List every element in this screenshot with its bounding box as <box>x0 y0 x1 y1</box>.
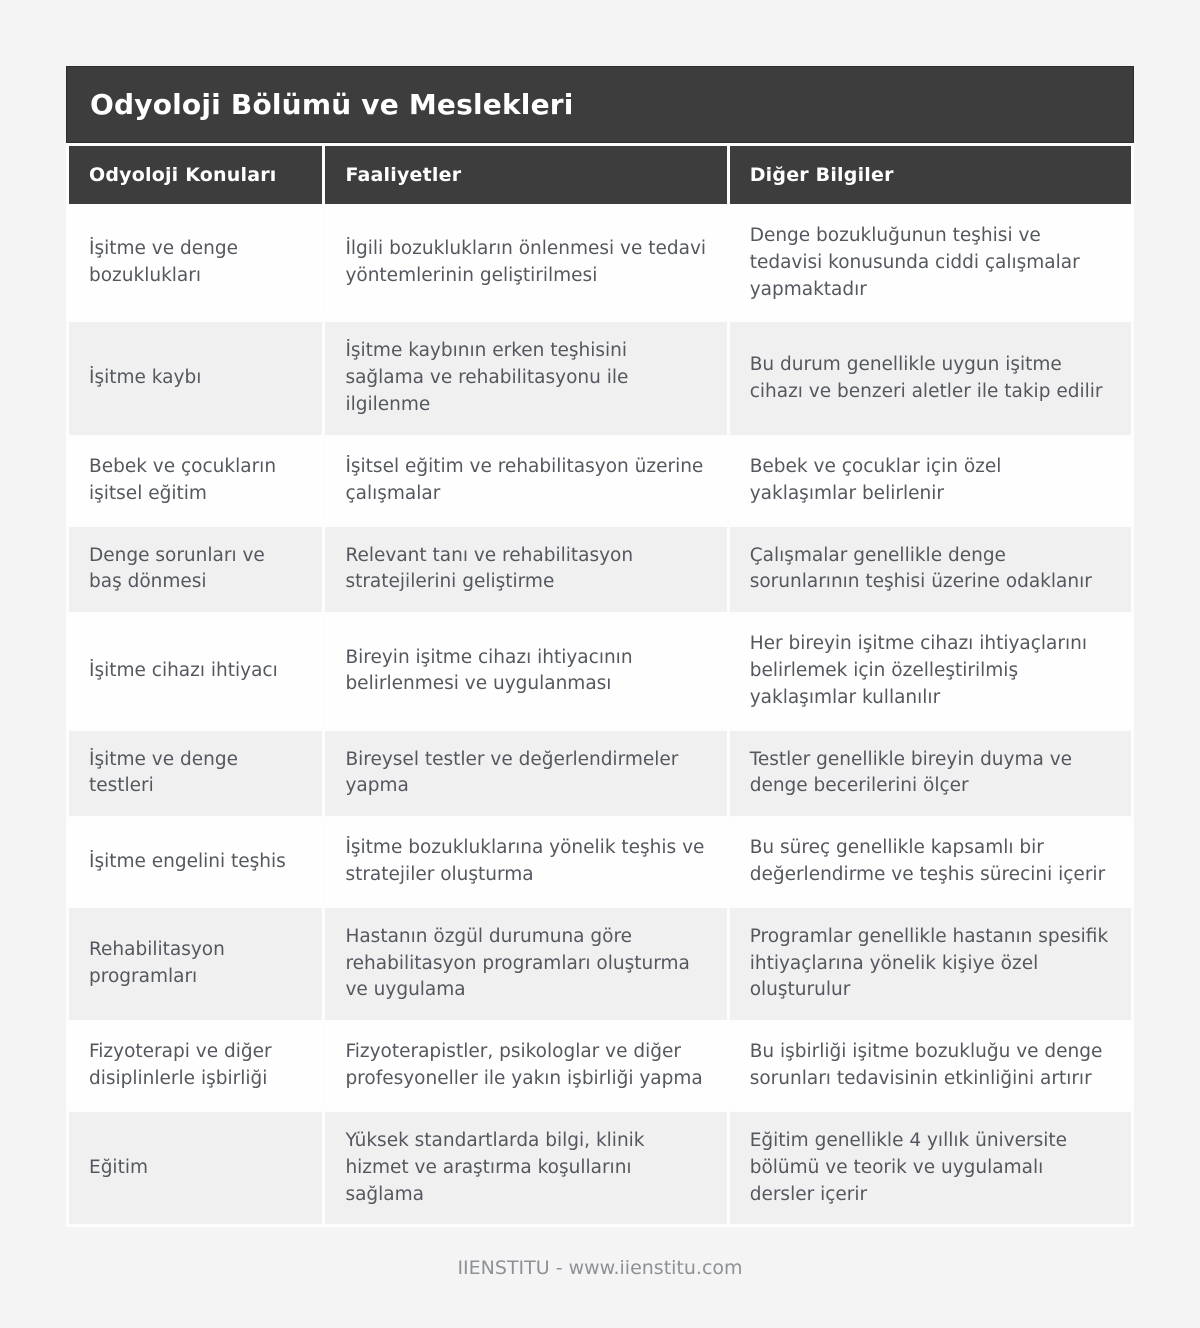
cell-other-info: Bu durum genellikle uygun işitme cihazı ve benzeri aletler ile takip edilir <box>730 322 1131 434</box>
audiology-table <box>66 143 1134 1227</box>
cell-other-info: Bu işbirliği işitme bozukluğu ve denge sorunları tedavisinin etkinliğini artırır <box>730 1023 1131 1109</box>
table-row <box>69 731 1131 817</box>
cell-activity: Yüksek standartlarda bilgi, klinik hizmet ve araştırma koşullarını sağlama <box>325 1112 726 1224</box>
column-header-topics: Odyoloji Konuları <box>69 146 322 204</box>
cell-topic: İşitme ve denge testleri <box>69 731 322 817</box>
table-row <box>69 1023 1131 1109</box>
cell-activity: İşitme bozukluklarına yönelik teşhis ve stratejiler oluşturma <box>325 819 726 905</box>
cell-activity: Hastanın özgül durumuna göre rehabilitasyon programları oluşturma ve uygulama <box>325 908 726 1020</box>
cell-activity: Relevant tanı ve rehabilitasyon stratejilerini geliştirme <box>325 527 726 613</box>
cell-topic: Fizyoterapi ve diğer disiplinlerle işbirliği <box>69 1023 322 1109</box>
cell-topic: Eğitim <box>69 1112 322 1224</box>
cell-other-info: Bebek ve çocuklar için özel yaklaşımlar belirlenir <box>730 438 1131 524</box>
column-header-other-info: Diğer Bilgiler <box>730 146 1131 204</box>
page-title: Odyoloji Bölümü ve Meslekleri <box>66 66 1134 143</box>
cell-other-info: Testler genellikle bireyin duyma ve denge becerilerini ölçer <box>730 731 1131 817</box>
footer-branding: IIENSTITU - www.iienstitu.com <box>457 1257 743 1280</box>
cell-topic: Bebek ve çocukların işitsel eğitim <box>69 438 322 524</box>
cell-topic: Denge sorunları ve baş dönmesi <box>69 527 322 613</box>
cell-other-info: Denge bozukluğunun teşhisi ve tedavisi konusunda ciddi çalışmalar yapmaktadır <box>730 207 1131 319</box>
cell-activity: İşitme kaybının erken teşhisini sağlama ve rehabilitasyonu ile ilgilenme <box>325 322 726 434</box>
cell-topic: İşitme ve denge bozuklukları <box>69 207 322 319</box>
table-row <box>69 207 1131 319</box>
cell-other-info: Programlar genellikle hastanın spesifik ihtiyaçlarına yönelik kişiye özel oluşturulur <box>730 908 1131 1020</box>
table-body <box>69 207 1131 1224</box>
cell-topic: Rehabilitasyon programları <box>69 908 322 1020</box>
cell-other-info: Her bireyin işitme cihazı ihtiyaçlarını belirlemek için özelleştirilmiş yaklaşımlar kullanılır <box>730 615 1131 727</box>
cell-activity: İşitsel eğitim ve rehabilitasyon üzerine çalışmalar <box>325 438 726 524</box>
cell-topic: İşitme cihazı ihtiyacı <box>69 615 322 727</box>
cell-other-info: Çalışmalar genellikle denge sorunlarının teşhisi üzerine odaklanır <box>730 527 1131 613</box>
cell-activity: Bireyin işitme cihazı ihtiyacının belirlenmesi ve uygulanması <box>325 615 726 727</box>
table-row <box>69 819 1131 905</box>
cell-topic: İşitme engelini teşhis <box>69 819 322 905</box>
audiology-card <box>66 66 1134 1227</box>
table-row <box>69 438 1131 524</box>
cell-topic: İşitme kaybı <box>69 322 322 434</box>
table-row <box>69 322 1131 434</box>
cell-activity: İlgili bozuklukların önlenmesi ve tedavi yöntemlerinin geliştirilmesi <box>325 207 726 319</box>
table-row <box>69 615 1131 727</box>
table-row <box>69 1112 1131 1224</box>
cell-other-info: Bu süreç genellikle kapsamlı bir değerlendirme ve teşhis sürecini içerir <box>730 819 1131 905</box>
table-row <box>69 527 1131 613</box>
table-header-row <box>69 146 1131 204</box>
cell-activity: Fizyoterapistler, psikologlar ve diğer profesyoneller ile yakın işbirliği yapma <box>325 1023 726 1109</box>
column-header-activities: Faaliyetler <box>325 146 726 204</box>
cell-other-info: Eğitim genellikle 4 yıllık üniversite bölümü ve teorik ve uygulamalı dersler içerir <box>730 1112 1131 1224</box>
table-row <box>69 908 1131 1020</box>
cell-activity: Bireysel testler ve değerlendirmeler yapma <box>325 731 726 817</box>
